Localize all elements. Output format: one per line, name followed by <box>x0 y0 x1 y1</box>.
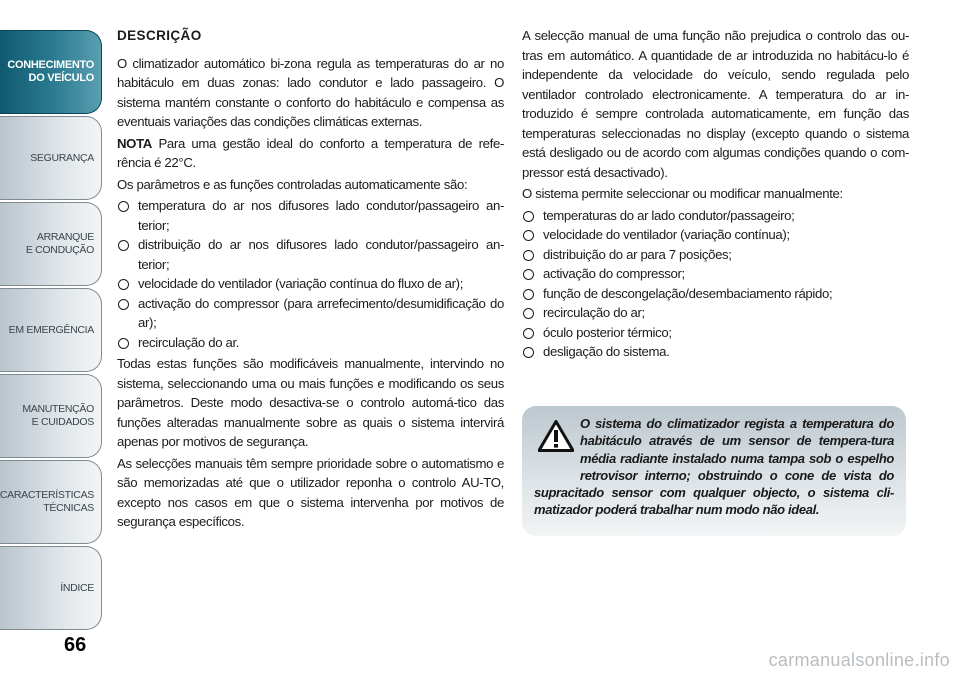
right-column <box>522 26 909 362</box>
list-item: desligação do sistema. <box>522 342 909 362</box>
note-label: NOTA <box>117 135 152 151</box>
paragraph: Os parâmetros e as funções controladas automaticamente são: <box>117 176 468 192</box>
left-column <box>117 26 504 532</box>
tab-label: CARACTERÍSTICAS TÉCNICAS <box>0 489 94 514</box>
list-item: função de descongelação/desembaciamento rápido; <box>522 284 909 304</box>
paragraph: A selecção manual de uma função não prejudica o controlo das ou-tras em automático. A quantidade de ar introduzida no habitácu-lo é independente da velocidade do veículo, sendo regulada pelo ventilador controlado electronicamente. A temperatura do ar in-troduzido é sempre controlada automaticamente, em função das temperaturas seleccionadas no display (excepto quando o sistema está desligado ou de acordo com algumas condições quando o com-pressor está desactivado). <box>522 28 909 180</box>
list-item: temperaturas do ar lado condutor/passageiro; <box>522 206 909 226</box>
tab-label: ÍNDICE <box>60 581 94 594</box>
list-item: óculo posterior térmico; <box>522 323 909 343</box>
tab-label: ARRANQUE E CONDUÇÃO <box>25 231 94 256</box>
watermark: carmanualsonline.info <box>768 650 950 670</box>
page-number: 66 <box>64 634 87 656</box>
paragraph: O sistema permite seleccionar ou modificar manualmente: <box>522 186 843 201</box>
manual-functions-list <box>522 206 909 362</box>
paragraph: O climatizador automático bi-zona regula as temperaturas do ar no habitáculo em duas zonas: lado condutor e lado passageiro. O sistema mantém constante o conforto do habitáculo e compensa as eventuais variações das condições climáticas externas. <box>117 55 504 129</box>
tab-label: SEGURANÇA <box>30 151 94 164</box>
tab-seguranca[interactable] <box>0 116 102 200</box>
tab-indice[interactable] <box>0 546 102 630</box>
tab-arranque-e-conducao[interactable] <box>0 202 102 286</box>
paragraph: Todas estas funções são modificáveis manualmente, intervindo no sistema, seleccionando uma ou mais funções e modificando os seus parâmetros. Deste modo desactiva-se o controlo automá-tico das funções alteradas manualmente sobre as quais o sistema intervirá apenas por motivos de segurança. <box>117 356 504 449</box>
list-item: temperatura do ar nos difusores lado condutor/passageiro an-terior; <box>117 196 504 235</box>
tab-conhecimento-do-veiculo[interactable] <box>0 30 102 114</box>
tab-em-emergencia[interactable] <box>0 288 102 372</box>
auto-functions-list <box>117 196 504 352</box>
tab-caracteristicas-tecnicas[interactable] <box>0 460 102 544</box>
tab-label: EM EMERGÊNCIA <box>8 323 94 336</box>
tab-label: MANUTENÇÃO E CUIDADOS <box>22 403 94 428</box>
list-item: activação do compressor (para arrefecimento/desumidificação do ar); <box>117 294 504 333</box>
warning-box <box>522 406 906 536</box>
list-item: distribuição do ar para 7 posições; <box>522 245 909 265</box>
note-paragraph <box>117 134 504 173</box>
tab-label: CONHECIMENTO DO VEÍCULO <box>7 59 94 84</box>
list-item: velocidade do ventilador (variação contínua do fluxo de ar); <box>117 274 504 294</box>
paragraph: As selecções manuais têm sempre prioridade sobre o automatismo e são memorizadas até que o utilizador reponha o controlo AU-TO, excepto nos casos em que o sistema intervenha por motivos de segurança específicos. <box>117 455 504 529</box>
note-text: Para uma gestão ideal do conforto a temperatura de refe-rência é 22°C. <box>117 135 504 170</box>
list-item: velocidade do ventilador (variação contínua); <box>522 225 909 245</box>
tab-manutencao-e-cuidados[interactable] <box>0 374 102 458</box>
section-heading: DESCRIÇÃO <box>117 28 202 43</box>
warning-text-block <box>534 415 894 519</box>
list-item: distribuição do ar nos difusores lado condutor/passageiro an-terior; <box>117 235 504 274</box>
warning-text: O sistema do climatizador regista a temperatura do habitáculo através de um sensor de tempera-tura média radiante instalado numa tampa sob o espelho retrovisor interno; obstruindo o cone de vista do supracitado sensor com qualquer objecto, o sistema cli-matizador poderá trabalhar num modo não ideal. <box>534 416 894 518</box>
list-item: activação do compressor; <box>522 264 909 284</box>
warning-triangle-icon <box>538 420 574 452</box>
list-item: recirculação do ar; <box>522 303 909 323</box>
list-item: recirculação do ar. <box>117 333 504 353</box>
